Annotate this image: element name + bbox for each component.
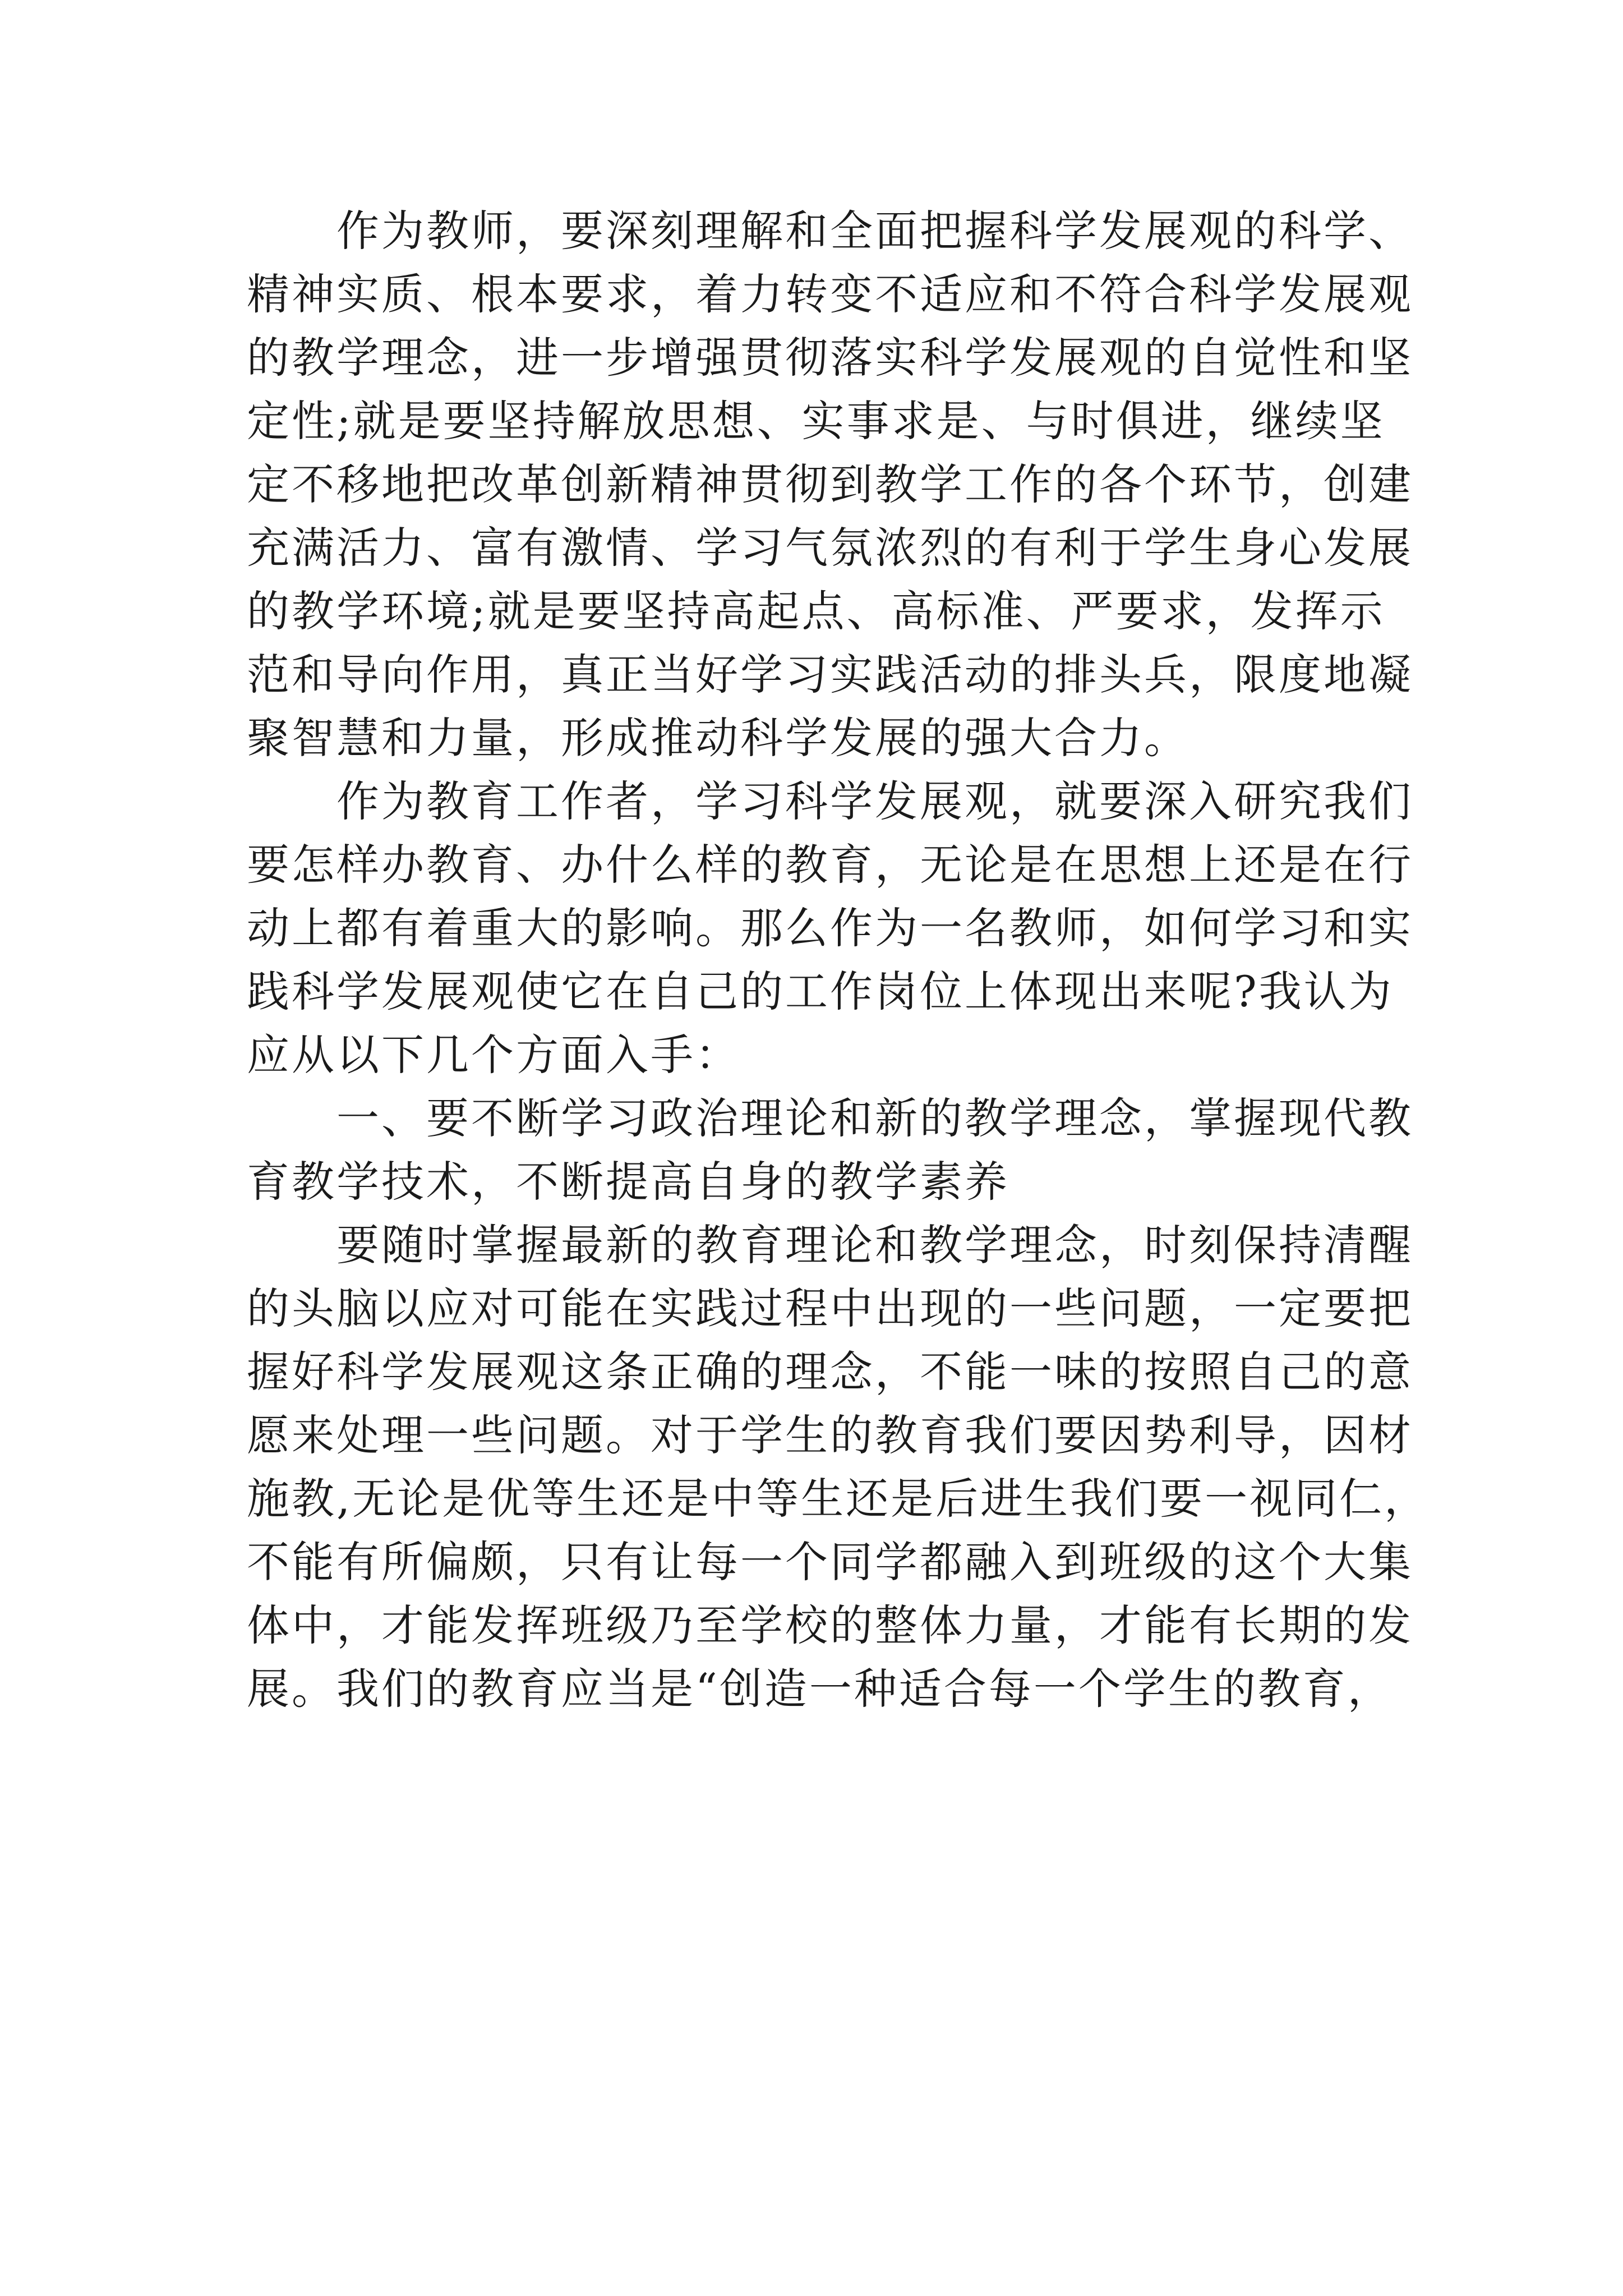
text-line: 聚智慧和力量，形成推动科学发展的强大合力。 [247, 713, 1189, 763]
text-line: 作为教育工作者，学习科学发展观，就要深入研究我们 [336, 776, 1413, 826]
text-line: 践科学发展观使它在自己的工作岗位上体现出来呢?我认为 [247, 967, 1394, 1016]
text-line: 握好科学发展观这条正确的理念，不能一味的按照自己的意 [247, 1347, 1413, 1397]
body-text [247, 199, 1430, 1720]
text-line: 作为教师，要深刻理解和全面把握科学发展观的科学、 [336, 206, 1413, 256]
text-line: 要随时掌握最新的教育理论和教学理念，时刻保持清醒 [336, 1220, 1413, 1270]
text-line: 体中，才能发挥班级乃至学校的整体力量，才能有长期的发 [247, 1600, 1413, 1650]
text-line: 要怎样办教育、办什么样的教育，无论是在思想上还是在行 [247, 840, 1413, 890]
text-line: 的头脑以应对可能在实践过程中出现的一些问题，一定要把 [247, 1283, 1413, 1333]
text-line: 展。我们的教育应当是“创造一种适合每一个学生的教育， [247, 1664, 1393, 1714]
text-line: 不能有所偏颇，只有让每一个同学都融入到班级的这个大集 [247, 1537, 1413, 1587]
text-line: 充满活力、富有激情、学习气氛浓烈的有利于学生身心发展 [247, 523, 1413, 573]
text-line: 一、要不断学习政治理论和新的教学理念，掌握现代教 [336, 1093, 1413, 1143]
text-line: 动上都有着重大的影响。那么作为一名教师，如何学习和实 [247, 903, 1413, 953]
text-line: 育教学技术，不断提高自身的教学素养 [247, 1157, 1009, 1207]
text-line: 愿来处理一些问题。对于学生的教育我们要因势利导，因材 [247, 1410, 1413, 1460]
text-line: 范和导向作用，真正当好学习实践活动的排头兵，限度地凝 [247, 650, 1413, 700]
text-line: 精神实质、根本要求，着力转变不适应和不符合科学发展观 [247, 269, 1413, 319]
text-line: 应从以下几个方面入手： [247, 1030, 740, 1080]
text-line: 定性;就是要坚持解放思想、实事求是、与时俱进，继续坚 [247, 396, 1385, 446]
text-line: 的教学理念，进一步增强贯彻落实科学发展观的自觉性和坚 [247, 333, 1413, 383]
text-line: 定不移地把改革创新精神贯彻到教学工作的各个环节，创建 [247, 459, 1413, 509]
text-line: 的教学环境;就是要坚持高起点、高标准、严要求，发挥示 [247, 586, 1385, 636]
text-line: 施教,无论是优等生还是中等生还是后进生我们要一视同仁， [247, 1474, 1430, 1524]
